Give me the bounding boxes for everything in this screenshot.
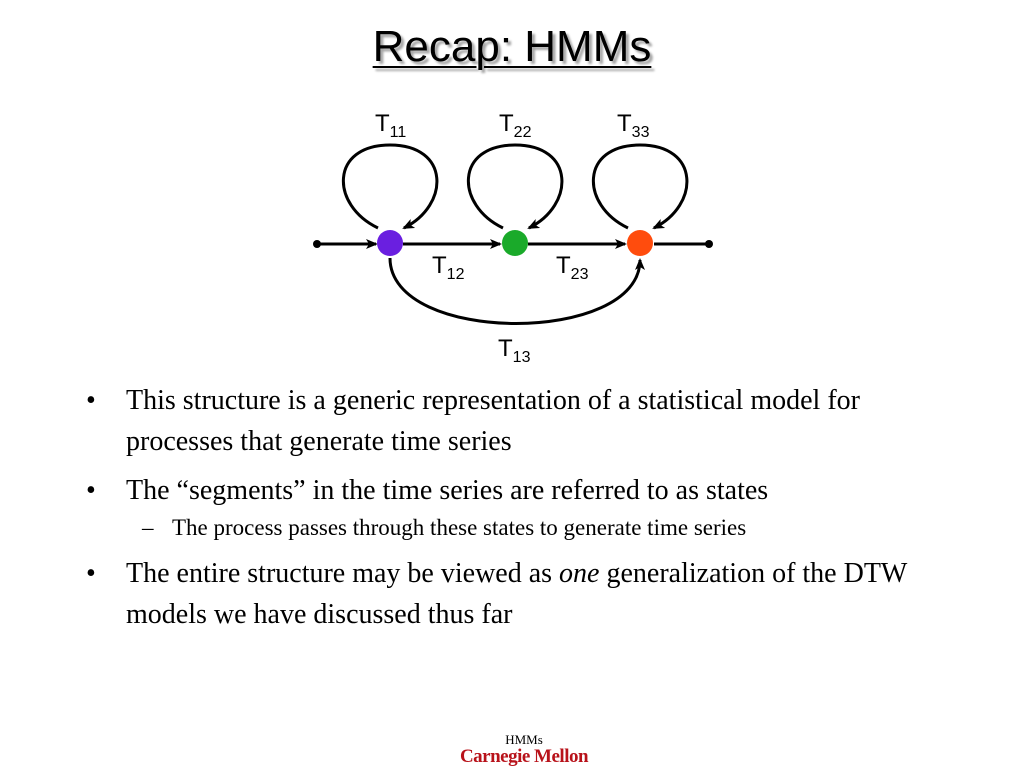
label-t22: $T_{22}$ [499,110,532,141]
sub-bullet-item: – The process passes through these states to generate time series [84,513,924,543]
exit-point [705,240,713,248]
self-loop-arrow-2 [468,145,562,228]
state-2 [502,230,528,256]
state-1 [377,230,403,256]
bullet-list [84,380,924,643]
self-loop-arrow-3 [593,145,687,228]
carnegie-mellon-logo: Carnegie Mellon [459,746,589,767]
label-t13: $T_{13}$ [498,335,531,366]
label-t11: $T_{11}$ [375,110,407,141]
bullet-text-post: generalization of the DTW models we have discussed thus far [126,558,907,630]
hmm-state-diagram [0,0,1024,380]
self-loop-arrow-1 [343,145,437,228]
state-3 [627,230,653,256]
bullet-item [84,553,924,635]
bullet-text-pre: The entire structure may be viewed as [126,558,560,589]
label-t12: $T_{12}$ [432,252,465,283]
label-t33: $T_{33}$ [617,110,650,141]
label-t23: $T_{23}$ [556,252,589,283]
bullet-item: • This structure is a generic representation of a statistical model for processes that generate time series [84,380,924,462]
footer [0,733,1024,767]
bullet-text-emphasis: one [559,558,600,589]
bullet-item: • The “segments” in the time series are referred to as states [84,470,924,511]
transition-arrow-1-3 [390,258,640,324]
footer-label: HMMs [505,732,543,747]
slide-title: Recap: HMMs [372,22,652,71]
